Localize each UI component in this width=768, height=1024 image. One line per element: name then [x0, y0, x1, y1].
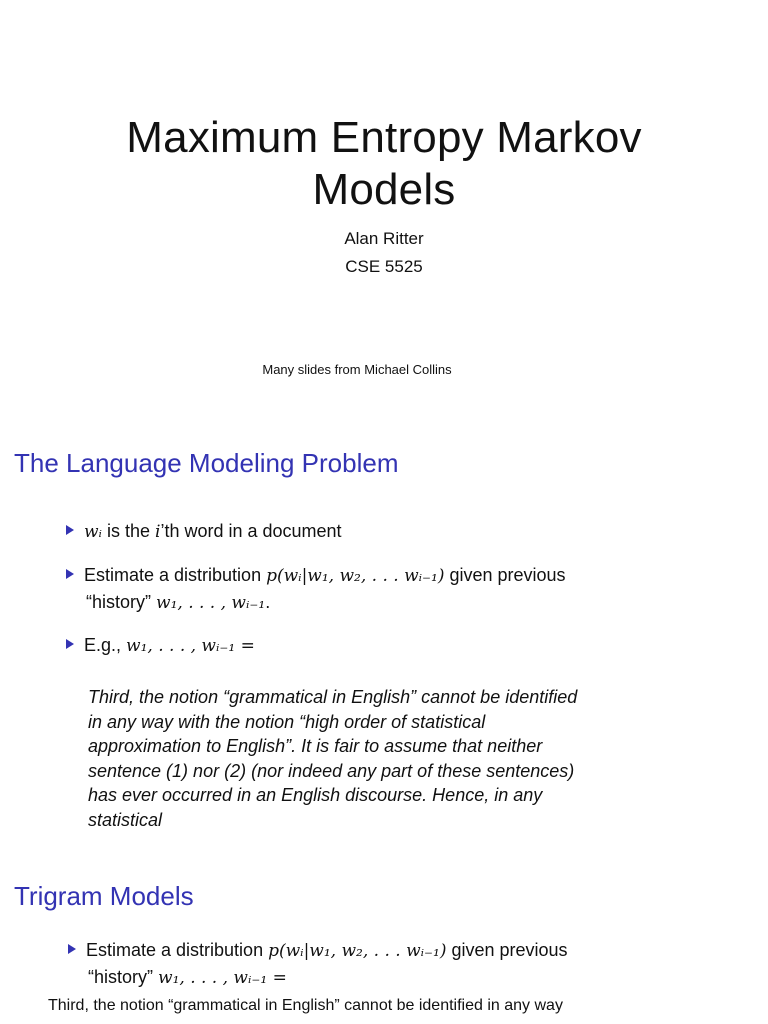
bullet-item [66, 562, 706, 616]
bullet-text: ’th word in a document [160, 521, 342, 541]
bullet-text: . [265, 592, 271, 612]
bullet-text: “history” [86, 592, 157, 612]
bullet-text: given previous [446, 940, 568, 960]
math-expression: w₁, . . . , wᵢ₋₁ = [158, 968, 287, 988]
bullet-item [68, 937, 708, 991]
math-expression: p(wᵢ|w₁, w₂, . . . wᵢ₋₁) [266, 566, 445, 586]
bullet-triangle-icon [66, 525, 74, 535]
math-expression: p(wᵢ|w₁, w₂, . . . wᵢ₋₁) [268, 941, 447, 961]
slide-heading: The Language Modeling Problem [14, 448, 399, 478]
bullet-triangle-icon [66, 639, 74, 649]
math-expression: i [155, 522, 161, 542]
trigram-models-slide [0, 860, 768, 1024]
title-slide [0, 0, 768, 420]
language-modeling-slide [0, 420, 768, 860]
bullet-text: given previous [444, 565, 566, 585]
bullet-item [66, 518, 706, 545]
bullet-triangle-icon [68, 944, 76, 954]
course-code: CSE 5525 [345, 257, 423, 276]
bullet-triangle-icon [66, 569, 74, 579]
math-expression: wᵢ [84, 522, 102, 542]
slides-credit: Many slides from Michael Collins [262, 362, 452, 377]
slide-body-text: Third, the notion “grammatical in English” cannot be identified in any way [48, 997, 563, 1014]
bullet-text: E.g., [84, 635, 127, 655]
math-expression: w₁, . . . , wᵢ₋₁ = [126, 636, 255, 656]
bullet-text: “history” [88, 967, 159, 987]
bullet-text: Estimate a distribution [84, 565, 267, 585]
example-quote: Third, the notion “grammatical in English” cannot be identified in any way with the notion “high order of statistical approximation to English”. It is fair to assume that neither sentence (1) nor (2) (nor indeed any part of these sentences) has ever occurred in an English discourse. Hence, in any statistical [88, 687, 578, 830]
bullet-item [66, 632, 706, 659]
author-name: Alan Ritter [344, 229, 424, 248]
bullet-text: Estimate a distribution [86, 940, 269, 960]
slide-heading: Trigram Models [14, 881, 194, 911]
math-expression: w₁, . . . , wᵢ₋₁ [156, 593, 266, 613]
bullet-text: is the [101, 521, 156, 541]
presentation-title: Maximum Entropy Markov Models [126, 113, 642, 214]
